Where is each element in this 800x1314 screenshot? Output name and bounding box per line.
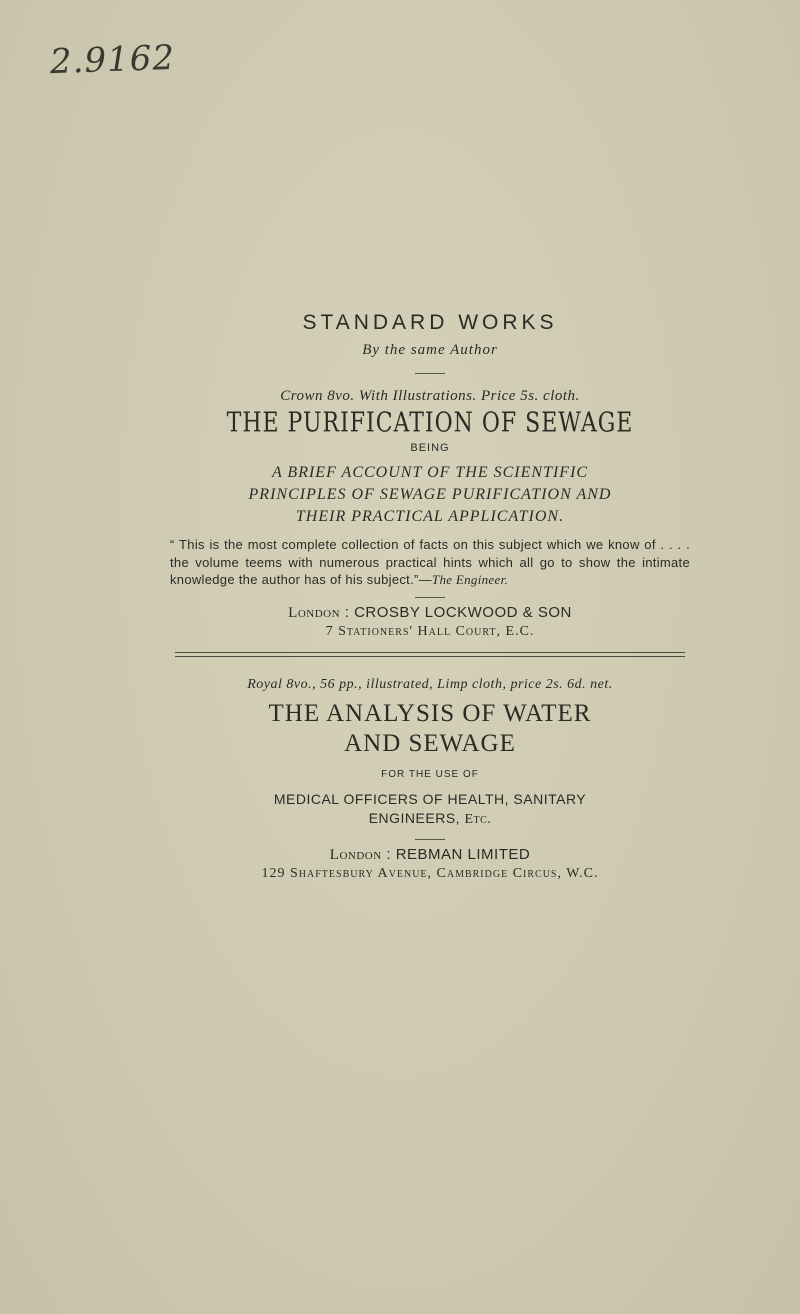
book2-title-line: THE ANALYSIS OF WATER (268, 699, 592, 727)
byline: By the same Author (362, 342, 498, 358)
book2-for-use: FOR THE USE OF (381, 768, 479, 780)
book2-entry (170, 677, 690, 882)
quote-text: “ This is the most complete collection of facts on this subject which we know of . . . . the volume teems with numerous practical hints which all go to show the intimate knowledge the author has of his subject.”— (170, 537, 690, 587)
divider (415, 597, 445, 598)
book1-title: THE PURIFICATION OF SEWAGE (226, 407, 634, 440)
book1-subtitle (170, 462, 690, 528)
advertisement-block (170, 310, 690, 882)
audience-etc: Etc. (464, 811, 492, 827)
book1-address: 7 Stationers' Hall Court, E.C. (325, 623, 535, 639)
publisher-name: REBMAN LIMITED (395, 845, 531, 863)
book1-subtitle-line: PRINCIPLES OF SEWAGE PURIFICATION AND (248, 486, 612, 503)
book2-title-line: AND SEWAGE (344, 729, 516, 757)
book1-subtitle-line: A BRIEF ACCOUNT OF THE SCIENTIFIC (271, 464, 589, 481)
book1-being: BEING (410, 442, 450, 454)
book2-address: 129 Shaftesbury Avenue, Cambridge Circus, W.C. (261, 865, 599, 881)
book2-title (170, 699, 690, 759)
audience-line: MEDICAL OFFICERS OF HEALTH, SANITARY (273, 790, 587, 807)
section-title: STANDARD WORKS (302, 311, 558, 334)
double-divider (175, 652, 685, 657)
publisher-name: CROSBY LOCKWOOD & SON (354, 603, 572, 621)
publisher-separator: : (386, 845, 392, 863)
book1-review-quote (170, 536, 690, 589)
book2-publisher (170, 846, 690, 864)
audience-engineers: ENGINEERS, (368, 809, 461, 826)
book2-edition: Royal 8vo., 56 pp., illustrated, Limp cloth, price 2s. 6d. net. (247, 676, 613, 692)
quote-source: The Engineer. (431, 572, 509, 587)
divider (415, 839, 445, 840)
handwritten-shelf-mark: 2.9162 (49, 37, 176, 83)
audience-line (170, 809, 690, 829)
divider (415, 373, 445, 374)
publisher-separator: : (344, 603, 350, 621)
book2-audience (170, 790, 690, 829)
book1-entry (170, 388, 690, 640)
book1-subtitle-line: THEIR PRACTICAL APPLICATION. (295, 508, 565, 525)
publisher-city: London (288, 604, 341, 621)
book1-publisher (170, 604, 690, 622)
book1-edition: Crown 8vo. With Illustrations. Price 5s. cloth. (280, 388, 580, 404)
publisher-city: London (329, 846, 382, 863)
